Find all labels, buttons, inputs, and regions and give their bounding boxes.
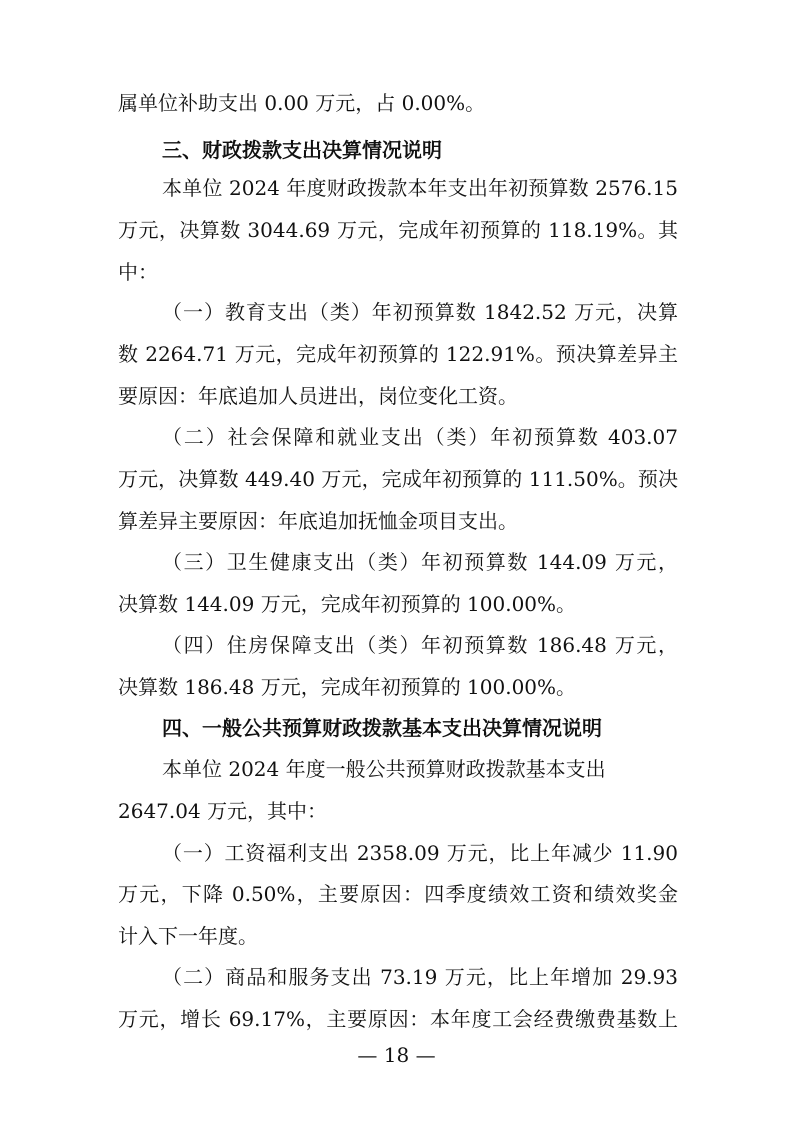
paragraph-line: （三）卫生健康支出（类）年初预算数 144.09 万元， [162,550,678,574]
paragraph-line: 中： [118,260,158,284]
paragraph-line: 算差异主要原因：年底追加抚恤金项目支出。 [118,509,518,533]
paragraph-line: 数 2264.71 万元，完成年初预算的 122.91%。预决算差异主 [118,342,678,366]
paragraph-line: （二）商品和服务支出 73.19 万元，比上年增加 29.93 [162,965,678,989]
section-heading-4: 四、一般公共预算财政拨款基本支出决算情况说明 [162,716,602,740]
paragraph-line: （一）工资福利支出 2358.09 万元，比上年减少 11.90 [162,841,678,865]
paragraph-line: 万元，决算数 449.40 万元，完成年初预算的 111.50%。预决 [118,467,678,491]
paragraph-line: （四）住房保障支出（类）年初预算数 186.48 万元， [162,633,678,657]
paragraph-line: （一）教育支出（类）年初预算数 1842.52 万元，决算 [162,300,678,324]
paragraph-line: 2647.04 万元，其中： [118,799,328,823]
paragraph-line: 本单位 2024 年度财政拨款本年支出年初预算数 2576.15 [162,176,678,200]
paragraph-line: 属单位补助支出 0.00 万元，占 0.00%。 [118,91,486,115]
paragraph-line: 本单位 2024 年度一般公共预算财政拨款基本支出 [162,757,606,781]
paragraph-line: 万元，增长 69.17%，主要原因：本年度工会经费缴费基数上 [118,1007,678,1031]
paragraph-line: 万元，下降 0.50%，主要原因：四季度绩效工资和绩效奖金 [118,882,678,906]
paragraph-line: （二）社会保障和就业支出（类）年初预算数 403.07 [162,425,678,449]
paragraph-line: 万元，决算数 3044.69 万元，完成年初预算的 118.19%。其 [118,218,678,242]
section-heading-3: 三、财政拨款支出决算情况说明 [162,138,442,162]
paragraph-line: 计入下一年度。 [118,924,258,948]
paragraph-line: 决算数 144.09 万元，完成年初预算的 100.00%。 [118,592,577,616]
page-number: — 18 — [357,1043,436,1067]
paragraph-line: 决算数 186.48 万元，完成年初预算的 100.00%。 [118,675,577,699]
paragraph-line: 要原因：年底追加人员进出，岗位变化工资。 [118,384,518,408]
